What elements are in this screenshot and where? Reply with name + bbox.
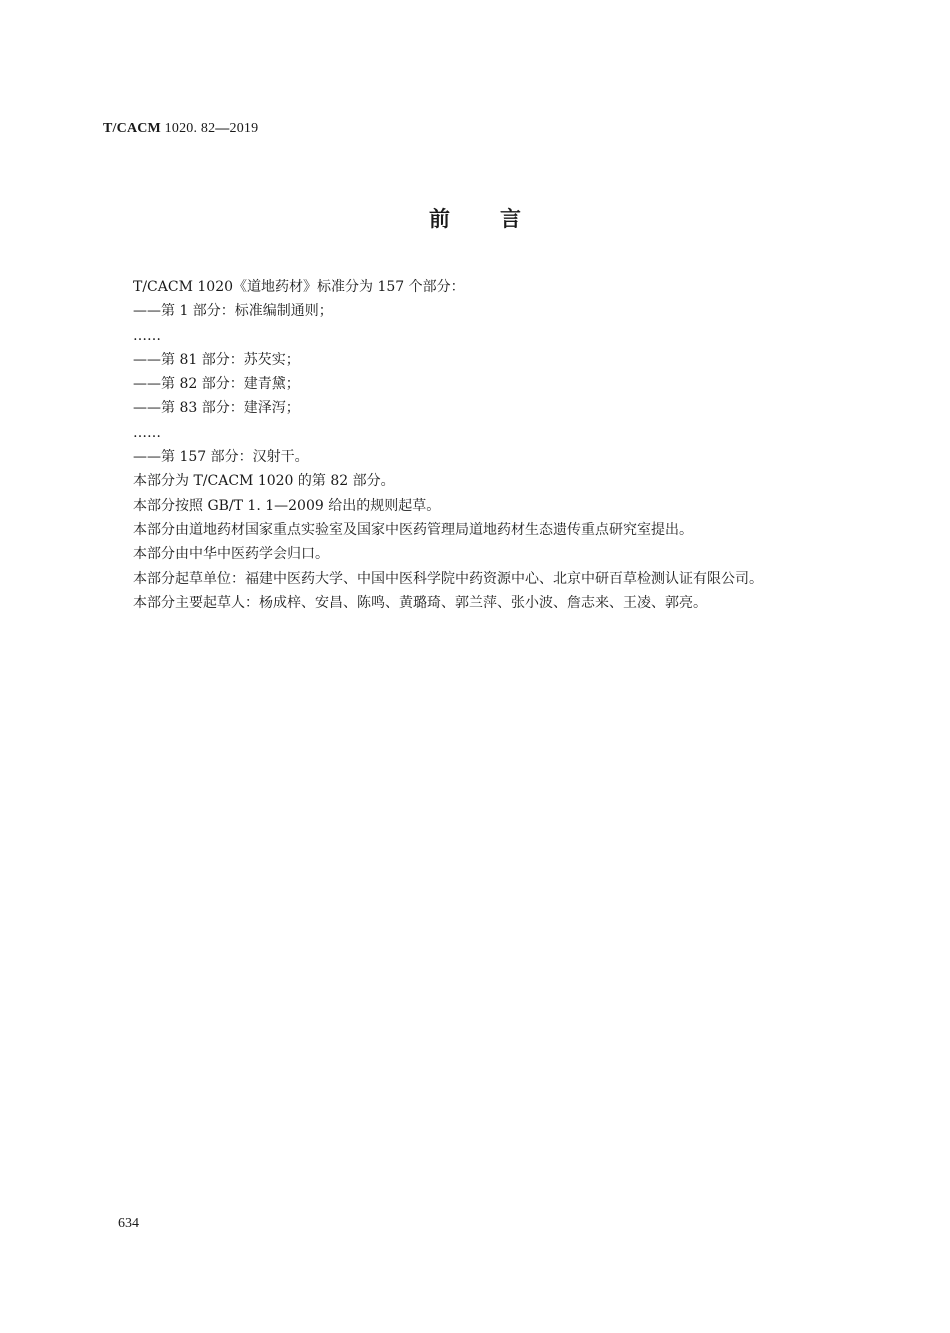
paragraph-main-drafters: 本部分主要起草人：杨成梓、安昌、陈鸣、黄璐琦、郭兰萍、张小波、詹志来、王凌、郭亮。 xyxy=(133,594,707,611)
ellipsis-1: …… xyxy=(133,327,161,344)
paragraph-centralized-by: 本部分由中华中医药学会归口。 xyxy=(133,546,329,563)
ellipsis-2: …… xyxy=(133,424,161,441)
list-item-part-82: ——第 82 部分：建青黛； xyxy=(133,376,300,393)
standard-year: 2019 xyxy=(229,121,259,136)
standard-dash: — xyxy=(215,121,230,136)
standard-code xyxy=(103,121,258,137)
title-char-1: 前 xyxy=(429,207,450,231)
list-item-part-1: ——第 1 部分：标准编制通则； xyxy=(133,303,333,320)
paragraph-drafting-units: 本部分起草单位：福建中医药大学、中国中医科学院中药资源中心、北京中研百草检测认证有限公司。 xyxy=(133,570,763,587)
preface-body xyxy=(101,275,836,615)
list-item-part-81: ——第 81 部分：苏芡实； xyxy=(133,351,300,368)
paragraph-standard-parts: T/CACM 1020《道地药材》标准分为 157 个部分： xyxy=(133,279,465,295)
page-title xyxy=(0,203,950,233)
list-item-part-83: ——第 83 部分：建泽泻； xyxy=(133,400,300,417)
standard-prefix: T/CACM xyxy=(103,121,161,136)
standard-number: 1020. 82 xyxy=(160,121,216,136)
title-char-2: 言 xyxy=(500,207,521,231)
paragraph-drafting-rules: 本部分按照 GB/T 1. 1—2009 给出的规则起草。 xyxy=(133,497,441,514)
page-number: 634 xyxy=(118,1216,139,1231)
list-item-part-157: ——第 157 部分：汉射干。 xyxy=(133,449,309,466)
paragraph-part-statement: 本部分为 T/CACM 1020 的第 82 部分。 xyxy=(133,473,395,490)
paragraph-proposer: 本部分由道地药材国家重点实验室及国家中医药管理局道地药材生态遗传重点研究室提出。 xyxy=(133,521,693,538)
